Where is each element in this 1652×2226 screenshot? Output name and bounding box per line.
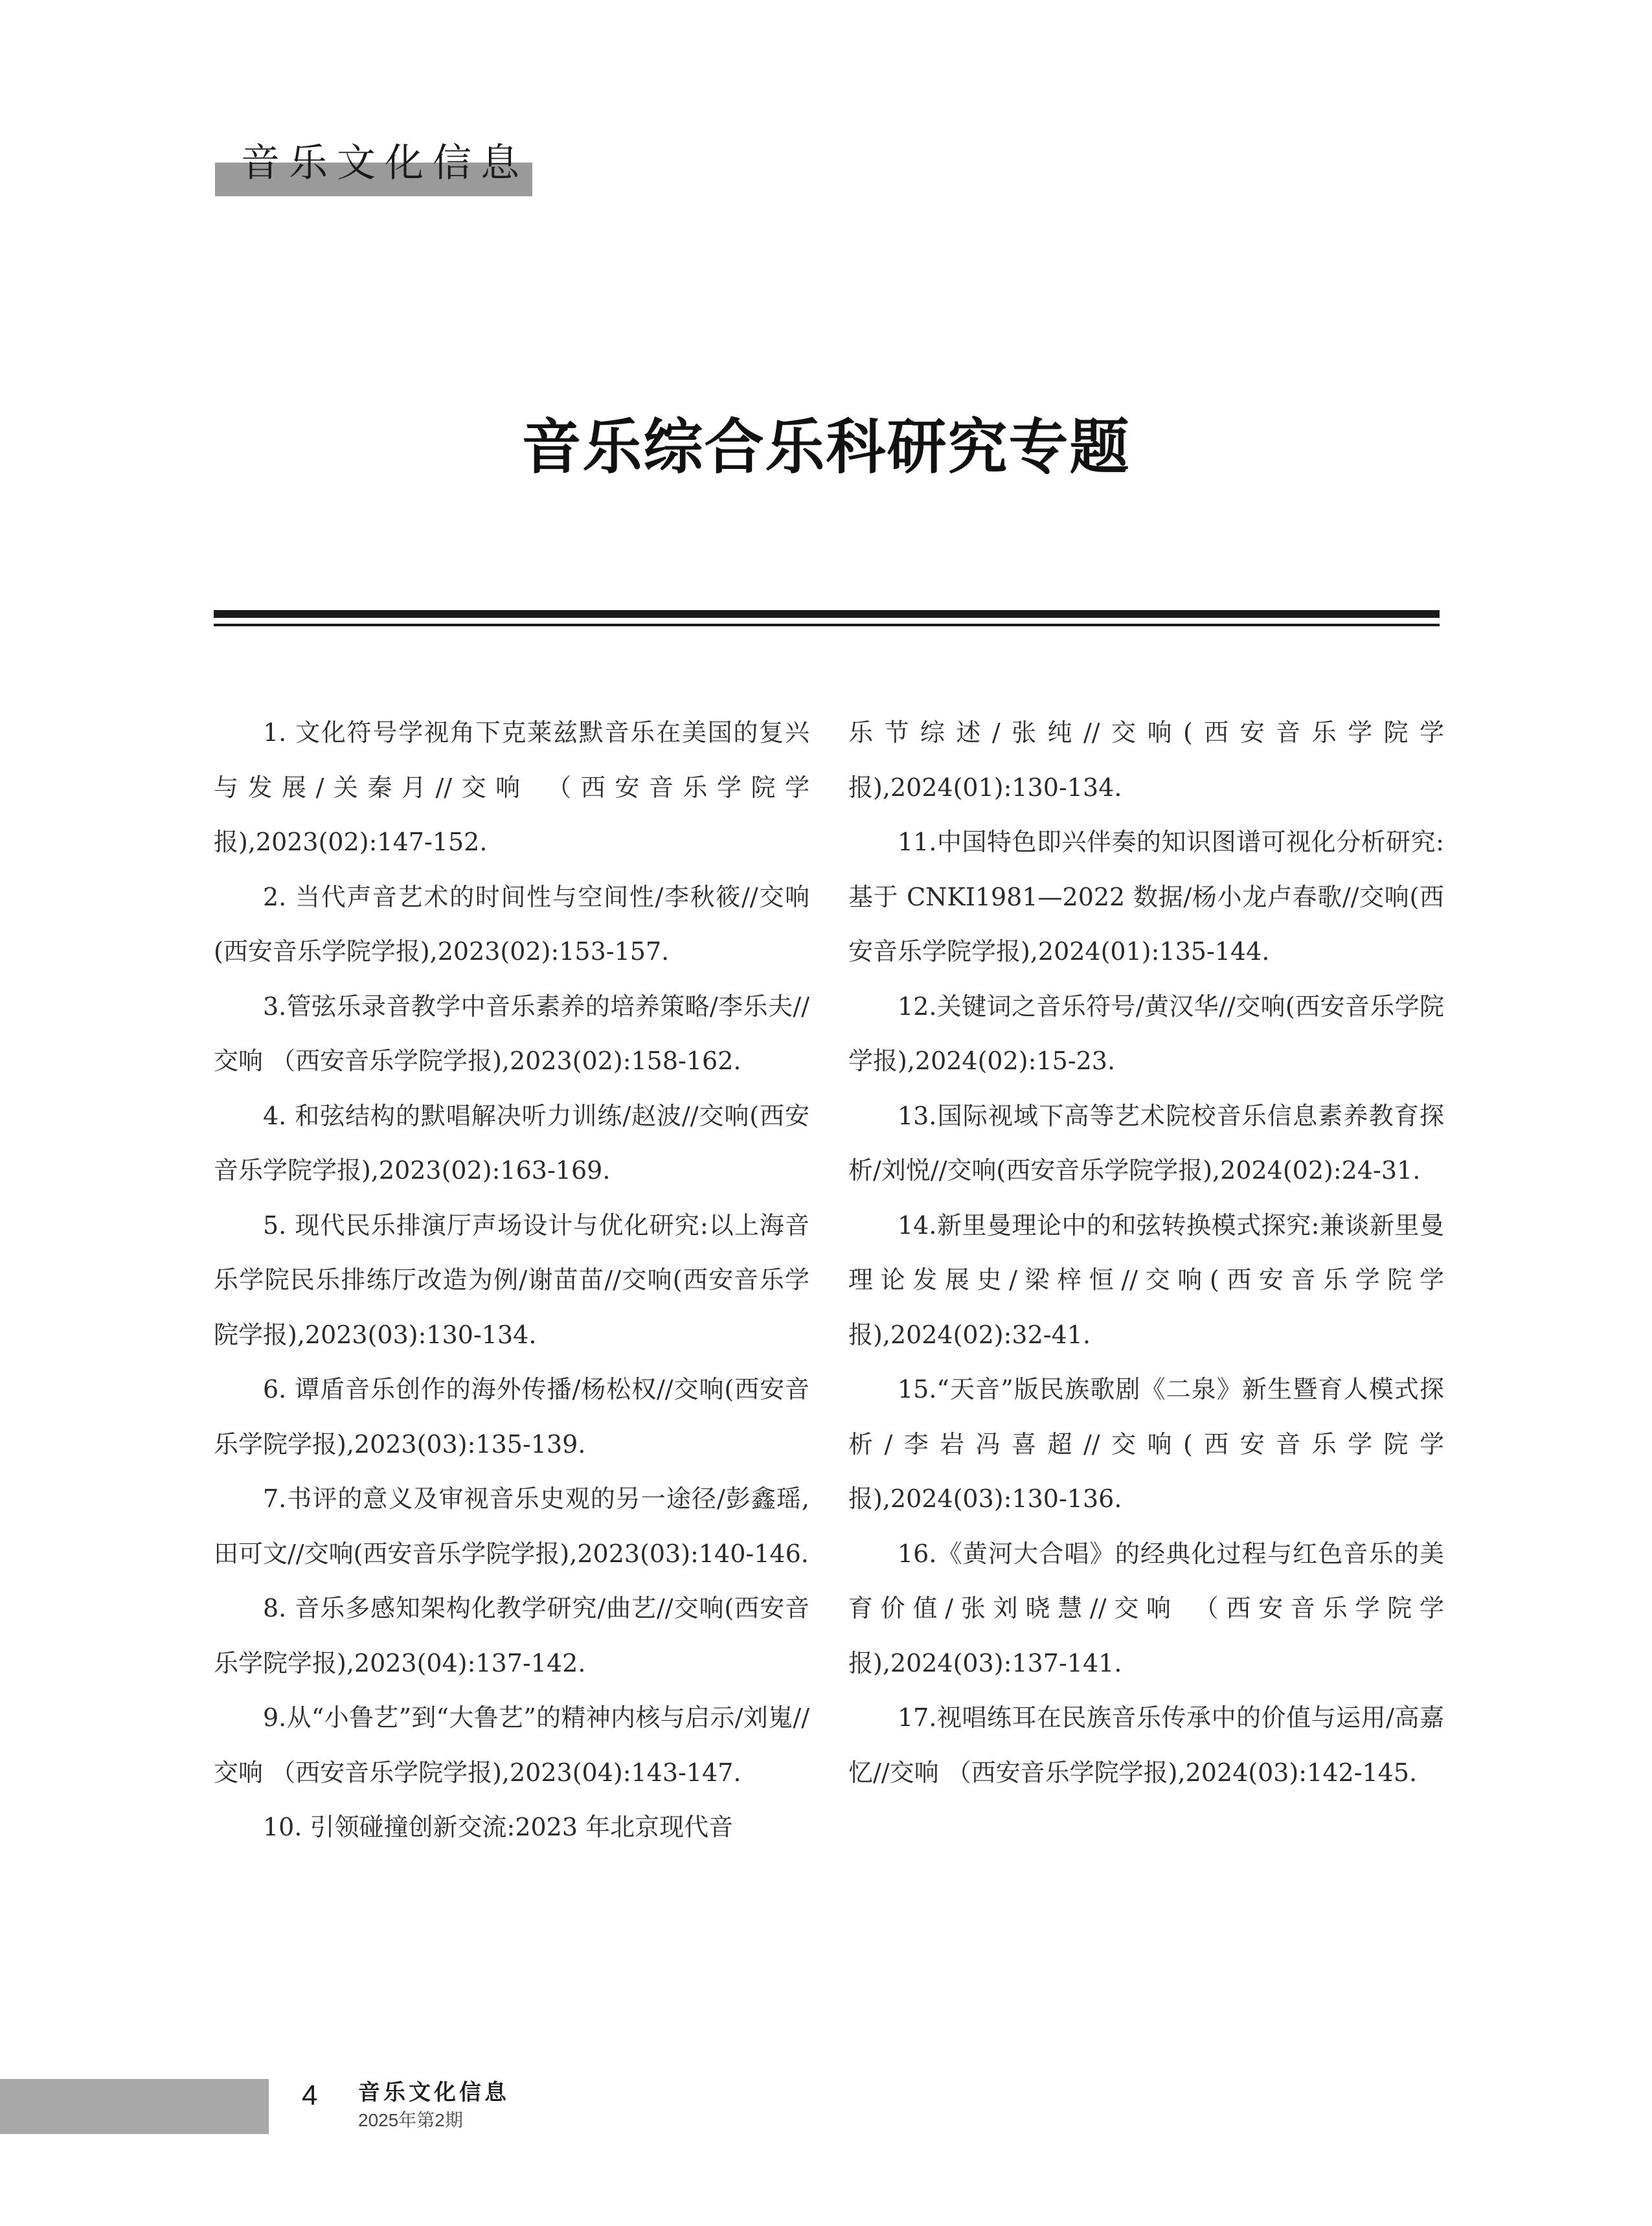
section-header-label: 音乐文化信息 — [241, 141, 528, 186]
list-item: 6. 谭盾音乐创作的海外传播/杨松权//交响(西安音乐学院学报),2023(03):135-139. — [214, 1375, 809, 1459]
list-item: 9.从“小鲁艺”到“大鲁艺”的精神内核与启示/刘嵬//交响 （西安音乐学院学报),2023(04):143-147. — [214, 1703, 809, 1787]
list-item: 11.中国特色即兴伴奏的知识图谱可视化分析研究:基于 CNKI1981—2022 数据/杨小龙卢春歌//交响(西安音乐学院学报),2024(01):135-144. — [848, 828, 1444, 966]
list-item: 7.书评的意义及审视音乐史观的另一途径/彭鑫瑶,田可文//交响(西安音乐学院学报),2023(03):140-146. — [214, 1484, 809, 1568]
list-item: 16.《黄河大合唱》的经典化过程与红色音乐的美育价值/张刘晓慧//交响 （西安音乐学院学报),2024(03):137-141. — [848, 1539, 1444, 1677]
footer-band — [0, 2079, 269, 2134]
footer-issue: 2025年第2期 — [358, 2110, 463, 2130]
list-item-continued: 乐节综述/张纯//交响(西安音乐学院学报),2024(01):130-134. — [848, 718, 1444, 802]
list-item: 3.管弦乐录音教学中音乐素养的培养策略/李乐夫//交响 （西安音乐学院学报),2023(02):158-162. — [214, 992, 809, 1075]
list-item: 12.关键词之音乐符号/黄汉华//交响(西安音乐学院学报),2024(02):15-23. — [848, 992, 1444, 1075]
list-item: 5. 现代民乐排演厅声场设计与优化研究:以上海音乐学院民乐排练厅改造为例/谢苗苗//交响(西安音乐学院学报),2023(03):130-134. — [214, 1210, 809, 1349]
title-rule-thick — [214, 610, 1440, 618]
right-column — [848, 705, 1444, 1800]
list-item: 17.视唱练耳在民族音乐传承中的价值与运用/高嘉忆//交响 （西安音乐学院学报),2024(03):142-145. — [848, 1703, 1444, 1787]
list-item: 15.“天音”版民族歌剧《二泉》新生暨育人模式探析/李岩冯喜超//交响(西安音乐学院学报),2024(03):130-136. — [848, 1375, 1444, 1513]
list-item: 8. 音乐多感知架构化教学研究/曲艺//交响(西安音乐学院学报),2023(04):137-142. — [214, 1594, 809, 1677]
page-number: 4 — [302, 2080, 318, 2111]
left-column — [214, 705, 809, 1855]
footer-journal-name: 音乐文化信息 — [358, 2080, 510, 2106]
list-item: 2. 当代声音艺术的时间性与空间性/李秋筱//交响(西安音乐学院学报),2023(02):153-157. — [214, 882, 809, 966]
list-item: 10. 引领碰撞创新交流:2023 年北京现代音 — [263, 1813, 734, 1841]
title-rule-thin — [214, 624, 1440, 626]
list-item: 14.新里曼理论中的和弦转换模式探究:兼谈新里曼理论发展史/梁梓恒//交响(西安音乐学院学报),2024(02):32-41. — [848, 1210, 1444, 1349]
list-item: 4. 和弦结构的默唱解决听力训练/赵波//交响(西安音乐学院学报),2023(02):163-169. — [214, 1101, 809, 1185]
list-item: 1. 文化符号学视角下克莱兹默音乐在美国的复兴与发展/关秦月//交响 （西安音乐学院学报),2023(02):147-152. — [214, 718, 809, 856]
page-title: 音乐综合乐科研究专题 — [521, 412, 1131, 482]
list-item: 13.国际视域下高等艺术院校音乐信息素养教育探析/刘悦//交响(西安音乐学院学报),2024(02):24-31. — [848, 1101, 1444, 1185]
